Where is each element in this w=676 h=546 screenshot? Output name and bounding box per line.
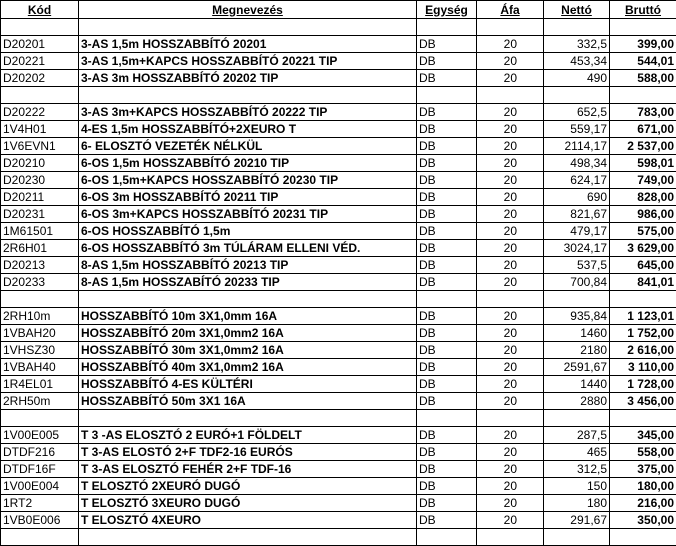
cell-egyseg: [417, 19, 477, 36]
cell-netto: 312,5: [544, 461, 610, 478]
cell-egyseg: DB: [417, 53, 477, 70]
cell-netto: 2180: [544, 342, 610, 359]
cell-megnevezes: T ELOSZTÓ 3XEURO DUGÓ: [79, 495, 417, 512]
header-megnevezes: Megnevezés: [79, 1, 417, 19]
cell-afa: 20: [477, 189, 544, 206]
cell-netto: 690: [544, 189, 610, 206]
table-row: [1, 121, 676, 138]
cell-egyseg: DB: [417, 206, 477, 223]
cell-afa: 20: [477, 359, 544, 376]
cell-kod: DTDF16F: [1, 461, 79, 478]
cell-megnevezes: [79, 19, 417, 36]
cell-afa: [477, 529, 544, 546]
cell-brutto: 3 456,00: [610, 393, 676, 410]
cell-megnevezes: 3-AS 1,5m+KAPCS HOSSZABBÍTÓ 20221 TIP: [79, 53, 417, 70]
cell-megnevezes: HOSSZABBÍTÓ 50m 3X1 16A: [79, 393, 417, 410]
table-row: [1, 240, 676, 257]
cell-megnevezes: 3-AS 3m+KAPCS HOSSZABBÍTÓ 20222 TIP: [79, 104, 417, 121]
cell-netto: 287,5: [544, 427, 610, 444]
table-row: [1, 308, 676, 325]
header-row: [1, 1, 676, 19]
cell-afa: 20: [477, 478, 544, 495]
cell-kod: 1M61501: [1, 223, 79, 240]
cell-egyseg: [417, 529, 477, 546]
cell-netto: 537,5: [544, 257, 610, 274]
cell-megnevezes: 8-AS 1,5m HOSSZABÍTÓ 20233 TIP: [79, 274, 417, 291]
cell-afa: 20: [477, 53, 544, 70]
cell-netto: [544, 87, 610, 104]
cell-kod: 1VBAH20: [1, 325, 79, 342]
cell-kod: 1V6EVN1: [1, 138, 79, 155]
cell-kod: 1RT2: [1, 495, 79, 512]
cell-netto: 479,17: [544, 223, 610, 240]
cell-egyseg: DB: [417, 512, 477, 529]
blank-row: [1, 87, 676, 104]
cell-afa: [477, 291, 544, 308]
table-row: [1, 104, 676, 121]
cell-netto: 150: [544, 478, 610, 495]
cell-netto: [544, 410, 610, 427]
cell-brutto: [610, 291, 676, 308]
cell-afa: 20: [477, 138, 544, 155]
header-netto: Nettó: [544, 1, 610, 19]
cell-brutto: 1 728,00: [610, 376, 676, 393]
cell-brutto: 841,01: [610, 274, 676, 291]
cell-afa: 20: [477, 104, 544, 121]
blank-row: [1, 410, 676, 427]
cell-brutto: [610, 410, 676, 427]
cell-netto: 3024,17: [544, 240, 610, 257]
cell-afa: 20: [477, 70, 544, 87]
table-row: [1, 70, 676, 87]
cell-kod: D20231: [1, 206, 79, 223]
cell-egyseg: DB: [417, 444, 477, 461]
table-row: [1, 512, 676, 529]
cell-megnevezes: 6-OS 3m HOSSZABBÍTÓ 20211 TIP: [79, 189, 417, 206]
cell-megnevezes: T 3 -AS ELOSZTÓ 2 EURÓ+1 FÖLDELT: [79, 427, 417, 444]
cell-kod: D20210: [1, 155, 79, 172]
cell-netto: 700,84: [544, 274, 610, 291]
cell-megnevezes: T 3-AS ELOSZTÓ FEHÉR 2+F TDF-16: [79, 461, 417, 478]
table-body: [1, 19, 676, 546]
cell-kod: D20221: [1, 53, 79, 70]
cell-kod: 1V4H01: [1, 121, 79, 138]
cell-kod: 1VB0E006: [1, 512, 79, 529]
cell-megnevezes: HOSSZABBÍTÓ 20m 3X1,0mm2 16A: [79, 325, 417, 342]
cell-afa: 20: [477, 495, 544, 512]
cell-netto: [544, 19, 610, 36]
cell-megnevezes: HOSSZABBÍTÓ 4-ES KÜLTÉRI: [79, 376, 417, 393]
cell-brutto: 588,00: [610, 70, 676, 87]
cell-brutto: [610, 529, 676, 546]
cell-egyseg: DB: [417, 461, 477, 478]
cell-egyseg: DB: [417, 70, 477, 87]
cell-kod: D20213: [1, 257, 79, 274]
cell-brutto: 598,01: [610, 155, 676, 172]
header-afa: Áfa: [477, 1, 544, 19]
cell-egyseg: DB: [417, 393, 477, 410]
cell-brutto: 350,00: [610, 512, 676, 529]
cell-megnevezes: 6-OS 3m+KAPCS HOSSZABBÍTÓ 20231 TIP: [79, 206, 417, 223]
cell-megnevezes: 3-AS 3m HOSSZABBÍTÓ 20202 TIP: [79, 70, 417, 87]
cell-brutto: 645,00: [610, 257, 676, 274]
cell-megnevezes: T ELOSZTÓ 2XEURÓ DUGÓ: [79, 478, 417, 495]
cell-megnevezes: HOSSZABBÍTÓ 40m 3X1,0mm2 16A: [79, 359, 417, 376]
cell-brutto: [610, 19, 676, 36]
cell-brutto: 2 537,00: [610, 138, 676, 155]
table-row: [1, 461, 676, 478]
cell-kod: 1VHSZ30: [1, 342, 79, 359]
cell-megnevezes: HOSSZABBÍTÓ 30m 3X1,0mm2 16A: [79, 342, 417, 359]
cell-kod: [1, 19, 79, 36]
table-row: [1, 342, 676, 359]
cell-netto: 498,34: [544, 155, 610, 172]
cell-netto: 490: [544, 70, 610, 87]
cell-brutto: 2 616,00: [610, 342, 676, 359]
cell-afa: 20: [477, 393, 544, 410]
cell-kod: 1V00E005: [1, 427, 79, 444]
cell-netto: 465: [544, 444, 610, 461]
cell-kod: [1, 291, 79, 308]
cell-egyseg: DB: [417, 138, 477, 155]
table-row: [1, 393, 676, 410]
cell-egyseg: DB: [417, 274, 477, 291]
cell-brutto: 180,00: [610, 478, 676, 495]
table-row: [1, 274, 676, 291]
cell-megnevezes: 6-OS HOSSZABBÍTÓ 1,5m: [79, 223, 417, 240]
cell-afa: 20: [477, 461, 544, 478]
cell-netto: 2591,67: [544, 359, 610, 376]
cell-kod: 2RH10m: [1, 308, 79, 325]
cell-megnevezes: 6-OS 1,5m HOSSZABBÍTÓ 20210 TIP: [79, 155, 417, 172]
cell-egyseg: DB: [417, 172, 477, 189]
cell-egyseg: DB: [417, 36, 477, 53]
cell-egyseg: DB: [417, 376, 477, 393]
table-row: [1, 495, 676, 512]
cell-afa: 20: [477, 427, 544, 444]
cell-afa: [477, 410, 544, 427]
cell-afa: [477, 19, 544, 36]
table-row: [1, 172, 676, 189]
table-row: [1, 376, 676, 393]
cell-brutto: 375,00: [610, 461, 676, 478]
cell-kod: 2RH50m: [1, 393, 79, 410]
cell-kod: [1, 410, 79, 427]
cell-egyseg: DB: [417, 325, 477, 342]
cell-afa: 20: [477, 36, 544, 53]
cell-netto: 624,17: [544, 172, 610, 189]
table-header: [1, 1, 676, 19]
cell-megnevezes: T ELOSZTÓ 4XEURO: [79, 512, 417, 529]
blank-row: [1, 291, 676, 308]
cell-kod: D20233: [1, 274, 79, 291]
cell-kod: D20211: [1, 189, 79, 206]
cell-megnevezes: HOSSZABBÍTÓ 10m 3X1,0mm 16A: [79, 308, 417, 325]
cell-megnevezes: [79, 291, 417, 308]
cell-afa: 20: [477, 376, 544, 393]
cell-egyseg: DB: [417, 478, 477, 495]
cell-netto: 935,84: [544, 308, 610, 325]
cell-egyseg: DB: [417, 155, 477, 172]
blank-row: [1, 529, 676, 546]
cell-megnevezes: [79, 87, 417, 104]
cell-afa: 20: [477, 257, 544, 274]
cell-egyseg: DB: [417, 495, 477, 512]
cell-brutto: 3 110,00: [610, 359, 676, 376]
table-row: [1, 189, 676, 206]
cell-egyseg: DB: [417, 308, 477, 325]
cell-egyseg: DB: [417, 223, 477, 240]
cell-megnevezes: [79, 410, 417, 427]
cell-kod: D20230: [1, 172, 79, 189]
cell-brutto: 345,00: [610, 427, 676, 444]
cell-egyseg: DB: [417, 189, 477, 206]
cell-kod: 1R4EL01: [1, 376, 79, 393]
cell-afa: 20: [477, 172, 544, 189]
cell-megnevezes: T 3-AS ELOSTÓ 2+F TDF2-16 EURÓS: [79, 444, 417, 461]
cell-afa: 20: [477, 240, 544, 257]
cell-megnevezes: 8-AS 1,5m HOSSZABBÍTÓ 20213 TIP: [79, 257, 417, 274]
cell-netto: 2880: [544, 393, 610, 410]
cell-afa: 20: [477, 308, 544, 325]
cell-brutto: [610, 87, 676, 104]
cell-netto: 453,34: [544, 53, 610, 70]
cell-brutto: 671,00: [610, 121, 676, 138]
table-row: [1, 478, 676, 495]
cell-netto: 559,17: [544, 121, 610, 138]
table-row: [1, 206, 676, 223]
cell-netto: 291,67: [544, 512, 610, 529]
table-row: [1, 359, 676, 376]
cell-kod: [1, 87, 79, 104]
cell-kod: 1V00E004: [1, 478, 79, 495]
header-egyseg: Egység: [417, 1, 477, 19]
cell-egyseg: DB: [417, 121, 477, 138]
cell-netto: [544, 529, 610, 546]
table-row: [1, 427, 676, 444]
cell-afa: 20: [477, 206, 544, 223]
cell-kod: D20201: [1, 36, 79, 53]
cell-afa: 20: [477, 512, 544, 529]
cell-brutto: 828,00: [610, 189, 676, 206]
cell-afa: 20: [477, 223, 544, 240]
cell-afa: 20: [477, 274, 544, 291]
cell-kod: D20202: [1, 70, 79, 87]
cell-egyseg: [417, 410, 477, 427]
cell-netto: 1460: [544, 325, 610, 342]
cell-netto: 2114,17: [544, 138, 610, 155]
table-row: [1, 257, 676, 274]
cell-brutto: 749,00: [610, 172, 676, 189]
cell-megnevezes: [79, 529, 417, 546]
cell-kod: [1, 529, 79, 546]
table-row: [1, 155, 676, 172]
header-brutto: Bruttó: [610, 1, 676, 19]
cell-kod: D20222: [1, 104, 79, 121]
cell-kod: DTDF216: [1, 444, 79, 461]
cell-megnevezes: 6- ELOSZTÓ VEZETÉK NÉLKÜL: [79, 138, 417, 155]
cell-brutto: 575,00: [610, 223, 676, 240]
cell-afa: 20: [477, 342, 544, 359]
cell-brutto: 216,00: [610, 495, 676, 512]
cell-egyseg: DB: [417, 342, 477, 359]
blank-row: [1, 19, 676, 36]
table-row: [1, 325, 676, 342]
cell-afa: 20: [477, 121, 544, 138]
cell-brutto: 3 629,00: [610, 240, 676, 257]
cell-afa: 20: [477, 444, 544, 461]
cell-egyseg: DB: [417, 257, 477, 274]
table-row: [1, 36, 676, 53]
cell-megnevezes: 6-OS HOSSZABBÍTÓ 3m TÚLÁRAM ELLENI VÉD.: [79, 240, 417, 257]
cell-megnevezes: 4-ES 1,5m HOSSZABBÍTÓ+2XEURO T: [79, 121, 417, 138]
cell-egyseg: [417, 87, 477, 104]
cell-kod: 1VBAH40: [1, 359, 79, 376]
cell-brutto: 1 123,01: [610, 308, 676, 325]
cell-brutto: 1 752,00: [610, 325, 676, 342]
cell-megnevezes: 3-AS 1,5m HOSSZABBÍTÓ 20201: [79, 36, 417, 53]
cell-egyseg: DB: [417, 427, 477, 444]
cell-netto: [544, 291, 610, 308]
header-kod: Kód: [1, 1, 79, 19]
cell-afa: [477, 87, 544, 104]
cell-egyseg: DB: [417, 104, 477, 121]
cell-afa: 20: [477, 325, 544, 342]
cell-afa: 20: [477, 155, 544, 172]
table-row: [1, 138, 676, 155]
cell-brutto: 986,00: [610, 206, 676, 223]
cell-netto: 180: [544, 495, 610, 512]
cell-brutto: 544,01: [610, 53, 676, 70]
table-row: [1, 53, 676, 70]
cell-brutto: 558,00: [610, 444, 676, 461]
table-row: [1, 444, 676, 461]
cell-egyseg: [417, 291, 477, 308]
table-row: [1, 223, 676, 240]
cell-netto: 652,5: [544, 104, 610, 121]
cell-kod: 2R6H01: [1, 240, 79, 257]
cell-brutto: 399,00: [610, 36, 676, 53]
cell-egyseg: DB: [417, 240, 477, 257]
cell-egyseg: DB: [417, 359, 477, 376]
cell-megnevezes: 6-OS 1,5m+KAPCS HOSSZABBÍTÓ 20230 TIP: [79, 172, 417, 189]
cell-netto: 1440: [544, 376, 610, 393]
cell-netto: 821,67: [544, 206, 610, 223]
cell-netto: 332,5: [544, 36, 610, 53]
cell-brutto: 783,00: [610, 104, 676, 121]
